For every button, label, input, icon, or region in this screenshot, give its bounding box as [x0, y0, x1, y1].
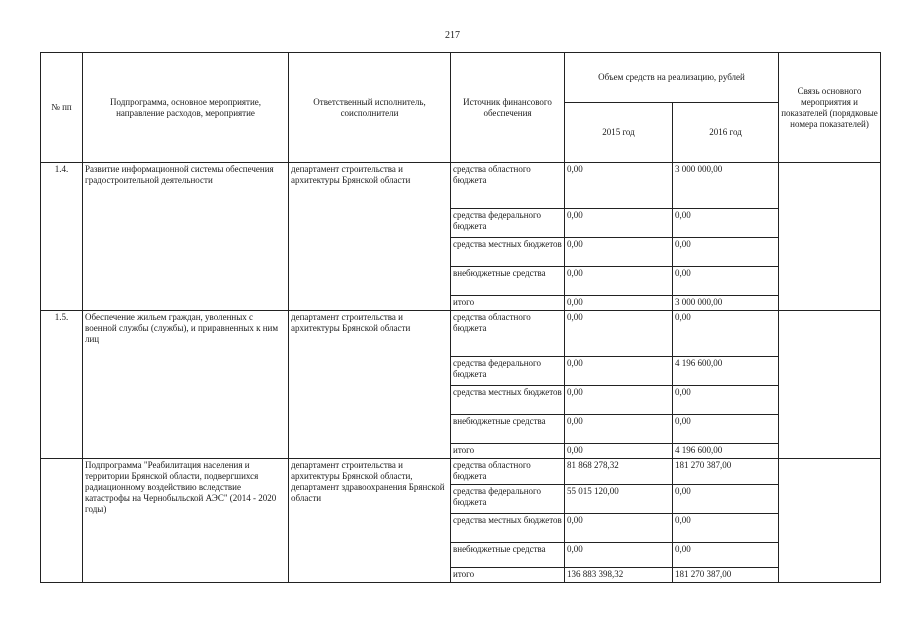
- row-2016: 0,00: [673, 514, 779, 543]
- row-2016: 0,00: [673, 310, 779, 356]
- row-2015: 0,00: [565, 543, 673, 568]
- row-source: средства областного бюджета: [451, 458, 565, 484]
- row-executor: департамент строительства и архитектуры Брянской области: [289, 310, 451, 458]
- row-2015: 0,00: [565, 296, 673, 311]
- row-link: [779, 163, 881, 311]
- row-link: [779, 310, 881, 458]
- row-source: внебюджетные средства: [451, 267, 565, 296]
- header-2016: 2016 год: [673, 103, 779, 163]
- row-executor: департамент строительства и архитектуры Брянской области: [289, 163, 451, 311]
- row-executor: департамент строительства и архитектуры Брянской области, департамент здравоохранения Брянской области: [289, 458, 451, 582]
- row-2016: 3 000 000,00: [673, 296, 779, 311]
- row-num: 1.4.: [41, 163, 83, 311]
- row-source: итого: [451, 296, 565, 311]
- row-program: Подпрограмма "Реабилитация населения и территории Брянской области, подвергшихся радиационному воздействию вследствие катастрофы на Чернобыльской АЭС" (2014 - 2020 годы): [83, 458, 289, 582]
- row-program: Развитие информационной системы обеспечения градостроительной деятельности: [83, 163, 289, 311]
- row-2015: 0,00: [565, 163, 673, 209]
- row-2015: 0,00: [565, 444, 673, 459]
- row-num: [41, 458, 83, 582]
- row-2015: 0,00: [565, 356, 673, 385]
- row-2016: 0,00: [673, 208, 779, 237]
- row-2015: 0,00: [565, 415, 673, 444]
- row-link: [779, 458, 881, 582]
- row-2015: 55 015 120,00: [565, 484, 673, 513]
- header-program: Подпрограмма, основное мероприятие, направление расходов, мероприятие: [83, 53, 289, 163]
- row-2016: 4 196 600,00: [673, 444, 779, 459]
- row-source: итого: [451, 568, 565, 583]
- budget-table: [40, 52, 881, 583]
- row-2015: 136 883 398,32: [565, 568, 673, 583]
- table-row: [41, 163, 881, 209]
- row-source: средства федерального бюджета: [451, 356, 565, 385]
- row-num: 1.5.: [41, 310, 83, 458]
- row-source: внебюджетные средства: [451, 543, 565, 568]
- row-source: средства местных бюджетов: [451, 385, 565, 414]
- row-2015: 0,00: [565, 208, 673, 237]
- table-row: [41, 458, 881, 484]
- row-2016: 0,00: [673, 543, 779, 568]
- row-program: Обеспечение жильем граждан, уволенных с военной службы (службы), и приравненных к ним лиц: [83, 310, 289, 458]
- row-2015: 0,00: [565, 267, 673, 296]
- row-2016: 0,00: [673, 238, 779, 267]
- row-2016: 0,00: [673, 267, 779, 296]
- row-source: средства федерального бюджета: [451, 484, 565, 513]
- row-2015: 0,00: [565, 385, 673, 414]
- row-source: средства местных бюджетов: [451, 514, 565, 543]
- row-2016: 4 196 600,00: [673, 356, 779, 385]
- row-2015: 0,00: [565, 514, 673, 543]
- row-2015: 0,00: [565, 310, 673, 356]
- row-2016: 181 270 387,00: [673, 568, 779, 583]
- header-source: Источник финансового обеспечения: [451, 53, 565, 163]
- row-source: внебюджетные средства: [451, 415, 565, 444]
- row-source: средства областного бюджета: [451, 163, 565, 209]
- header-volume: Объем средств на реализацию, рублей: [565, 53, 779, 103]
- header-2015: 2015 год: [565, 103, 673, 163]
- row-2016: 0,00: [673, 484, 779, 513]
- header-num: № пп: [41, 53, 83, 163]
- row-2015: 0,00: [565, 238, 673, 267]
- row-source: средства федерального бюджета: [451, 208, 565, 237]
- row-2016: 3 000 000,00: [673, 163, 779, 209]
- table-row: [41, 310, 881, 356]
- row-2016: 181 270 387,00: [673, 458, 779, 484]
- row-2016: 0,00: [673, 415, 779, 444]
- row-source: средства местных бюджетов: [451, 238, 565, 267]
- header-link: Связь основного мероприятия и показателей (порядковые номера показателей): [779, 53, 881, 163]
- row-2015: 81 868 278,32: [565, 458, 673, 484]
- page-number: 217: [445, 30, 460, 41]
- row-source: итого: [451, 444, 565, 459]
- header-executor: Ответственный исполнитель, соисполнители: [289, 53, 451, 163]
- row-2016: 0,00: [673, 385, 779, 414]
- table-body: [41, 163, 881, 583]
- row-source: средства областного бюджета: [451, 310, 565, 356]
